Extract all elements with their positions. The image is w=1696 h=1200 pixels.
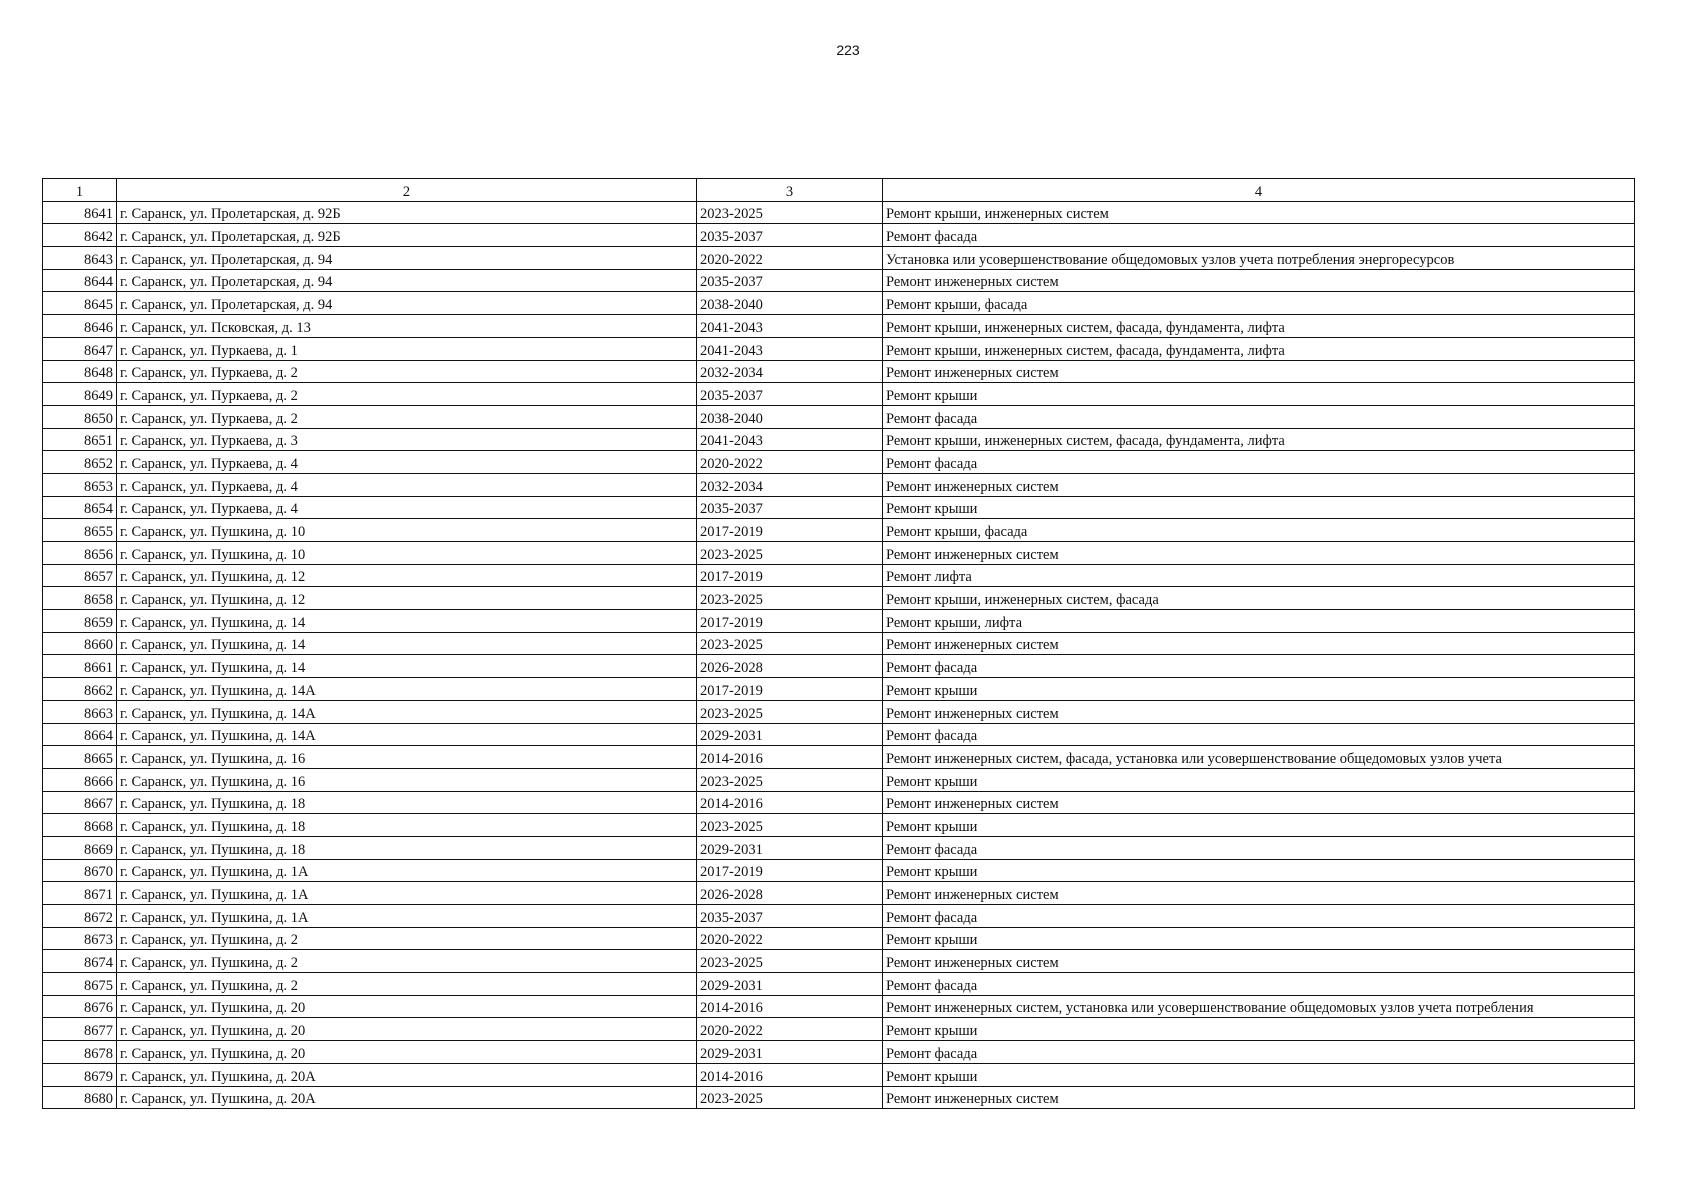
table-row bbox=[43, 428, 1635, 451]
row-number: 8649 bbox=[43, 383, 117, 406]
row-number: 8672 bbox=[43, 905, 117, 928]
row-number: 8643 bbox=[43, 247, 117, 270]
table-header bbox=[43, 179, 1635, 202]
row-number: 8666 bbox=[43, 768, 117, 791]
row-work: Ремонт крыши, инженерных систем, фасада, фундамента, лифта bbox=[883, 315, 1635, 338]
row-work: Ремонт фасада bbox=[883, 224, 1635, 247]
row-work: Ремонт крыши, фасада bbox=[883, 292, 1635, 315]
row-work: Ремонт инженерных систем bbox=[883, 950, 1635, 973]
row-period: 2038-2040 bbox=[697, 405, 883, 428]
table-row bbox=[43, 882, 1635, 905]
row-work: Ремонт фасада bbox=[883, 451, 1635, 474]
row-number: 8651 bbox=[43, 428, 117, 451]
row-work: Ремонт крыши bbox=[883, 383, 1635, 406]
row-address: г. Саранск, ул. Псковская, д. 13 bbox=[117, 315, 697, 338]
table-row bbox=[43, 655, 1635, 678]
row-work: Ремонт крыши bbox=[883, 1018, 1635, 1041]
row-work: Ремонт крыши bbox=[883, 859, 1635, 882]
row-address: г. Саранск, ул. Пушкина, д. 18 bbox=[117, 814, 697, 837]
row-period: 2017-2019 bbox=[697, 859, 883, 882]
row-work: Ремонт инженерных систем bbox=[883, 542, 1635, 565]
row-number: 8654 bbox=[43, 496, 117, 519]
row-number: 8669 bbox=[43, 836, 117, 859]
row-address: г. Саранск, ул. Пуркаева, д. 3 bbox=[117, 428, 697, 451]
row-number: 8664 bbox=[43, 723, 117, 746]
table-row bbox=[43, 723, 1635, 746]
row-number: 8647 bbox=[43, 337, 117, 360]
row-number: 8678 bbox=[43, 1041, 117, 1064]
table-body bbox=[43, 201, 1635, 1109]
row-address: г. Саранск, ул. Пролетарская, д. 92Б bbox=[117, 201, 697, 224]
header-col-3: 3 bbox=[697, 179, 883, 202]
row-number: 8646 bbox=[43, 315, 117, 338]
row-number: 8659 bbox=[43, 610, 117, 633]
row-work: Ремонт фасада bbox=[883, 655, 1635, 678]
row-period: 2014-2016 bbox=[697, 791, 883, 814]
row-work: Ремонт крыши, фасада bbox=[883, 519, 1635, 542]
row-address: г. Саранск, ул. Пушкина, д. 14 bbox=[117, 610, 697, 633]
row-period: 2023-2025 bbox=[697, 587, 883, 610]
row-work: Ремонт инженерных систем bbox=[883, 1086, 1635, 1109]
row-address: г. Саранск, ул. Пушкина, д. 1А bbox=[117, 905, 697, 928]
row-address: г. Саранск, ул. Пуркаева, д. 4 bbox=[117, 451, 697, 474]
table-row bbox=[43, 768, 1635, 791]
row-work: Ремонт фасада bbox=[883, 405, 1635, 428]
row-number: 8680 bbox=[43, 1086, 117, 1109]
row-work: Ремонт фасада bbox=[883, 836, 1635, 859]
row-work: Ремонт инженерных систем bbox=[883, 791, 1635, 814]
row-work: Ремонт крыши, инженерных систем, фасада, фундамента, лифта bbox=[883, 337, 1635, 360]
table-row bbox=[43, 950, 1635, 973]
row-period: 2023-2025 bbox=[697, 632, 883, 655]
table-row bbox=[43, 1086, 1635, 1109]
row-number: 8650 bbox=[43, 405, 117, 428]
row-number: 8677 bbox=[43, 1018, 117, 1041]
row-period: 2014-2016 bbox=[697, 1063, 883, 1086]
table-row bbox=[43, 700, 1635, 723]
table-row bbox=[43, 269, 1635, 292]
row-number: 8665 bbox=[43, 746, 117, 769]
row-period: 2020-2022 bbox=[697, 927, 883, 950]
table-row bbox=[43, 564, 1635, 587]
table-row bbox=[43, 496, 1635, 519]
row-address: г. Саранск, ул. Пушкина, д. 2 bbox=[117, 950, 697, 973]
row-period: 2023-2025 bbox=[697, 542, 883, 565]
row-work: Ремонт инженерных систем bbox=[883, 632, 1635, 655]
table-row bbox=[43, 1018, 1635, 1041]
header-row bbox=[43, 179, 1635, 202]
row-period: 2032-2034 bbox=[697, 473, 883, 496]
row-address: г. Саранск, ул. Пуркаева, д. 4 bbox=[117, 496, 697, 519]
row-period: 2017-2019 bbox=[697, 519, 883, 542]
row-number: 8648 bbox=[43, 360, 117, 383]
table-row bbox=[43, 1041, 1635, 1064]
row-period: 2023-2025 bbox=[697, 700, 883, 723]
row-address: г. Саранск, ул. Пуркаева, д. 2 bbox=[117, 405, 697, 428]
row-number: 8655 bbox=[43, 519, 117, 542]
row-address: г. Саранск, ул. Пушкина, д. 2 bbox=[117, 927, 697, 950]
table-row bbox=[43, 292, 1635, 315]
table-row bbox=[43, 315, 1635, 338]
row-address: г. Саранск, ул. Пролетарская, д. 92Б bbox=[117, 224, 697, 247]
row-number: 8658 bbox=[43, 587, 117, 610]
row-period: 2035-2037 bbox=[697, 905, 883, 928]
row-work: Ремонт крыши bbox=[883, 496, 1635, 519]
table-row bbox=[43, 519, 1635, 542]
row-number: 8661 bbox=[43, 655, 117, 678]
table-row bbox=[43, 814, 1635, 837]
row-work: Ремонт инженерных систем, фасада, установка или усовершенствование общедомовых узлов учета bbox=[883, 746, 1635, 769]
row-period: 2023-2025 bbox=[697, 768, 883, 791]
table-row bbox=[43, 473, 1635, 496]
row-work: Ремонт инженерных систем bbox=[883, 269, 1635, 292]
row-work: Ремонт фасада bbox=[883, 1041, 1635, 1064]
row-period: 2014-2016 bbox=[697, 995, 883, 1018]
row-work: Ремонт инженерных систем bbox=[883, 882, 1635, 905]
table-row bbox=[43, 610, 1635, 633]
row-period: 2026-2028 bbox=[697, 655, 883, 678]
row-work: Ремонт инженерных систем bbox=[883, 700, 1635, 723]
row-period: 2035-2037 bbox=[697, 224, 883, 247]
row-work: Ремонт крыши, инженерных систем, фасада, фундамента, лифта bbox=[883, 428, 1635, 451]
row-period: 2029-2031 bbox=[697, 973, 883, 996]
table-row bbox=[43, 383, 1635, 406]
row-period: 2035-2037 bbox=[697, 496, 883, 519]
table-row bbox=[43, 678, 1635, 701]
row-address: г. Саранск, ул. Пролетарская, д. 94 bbox=[117, 247, 697, 270]
table-row bbox=[43, 632, 1635, 655]
table-row bbox=[43, 542, 1635, 565]
row-work: Ремонт фасада bbox=[883, 973, 1635, 996]
table-row bbox=[43, 905, 1635, 928]
table-row bbox=[43, 1063, 1635, 1086]
repair-schedule-table bbox=[42, 178, 1635, 1109]
row-work: Ремонт инженерных систем bbox=[883, 360, 1635, 383]
row-period: 2029-2031 bbox=[697, 723, 883, 746]
row-period: 2020-2022 bbox=[697, 451, 883, 474]
row-number: 8644 bbox=[43, 269, 117, 292]
row-address: г. Саранск, ул. Пролетарская, д. 94 bbox=[117, 292, 697, 315]
table-row bbox=[43, 587, 1635, 610]
row-address: г. Саранск, ул. Пуркаева, д. 2 bbox=[117, 360, 697, 383]
row-period: 2041-2043 bbox=[697, 337, 883, 360]
row-work: Ремонт фасада bbox=[883, 723, 1635, 746]
row-period: 2041-2043 bbox=[697, 315, 883, 338]
table-row bbox=[43, 360, 1635, 383]
row-period: 2029-2031 bbox=[697, 836, 883, 859]
page-number: 223 bbox=[836, 42, 860, 58]
row-address: г. Саранск, ул. Пушкина, д. 20А bbox=[117, 1063, 697, 1086]
row-address: г. Саранск, ул. Пушкина, д. 14 bbox=[117, 655, 697, 678]
row-work: Ремонт лифта bbox=[883, 564, 1635, 587]
table-row bbox=[43, 791, 1635, 814]
row-period: 2020-2022 bbox=[697, 1018, 883, 1041]
row-period: 2035-2037 bbox=[697, 269, 883, 292]
row-work: Установка или усовершенствование общедомовых узлов учета потребления энергоресурсов bbox=[883, 247, 1635, 270]
row-number: 8645 bbox=[43, 292, 117, 315]
table-row bbox=[43, 405, 1635, 428]
row-address: г. Саранск, ул. Пушкина, д. 18 bbox=[117, 791, 697, 814]
table-row bbox=[43, 973, 1635, 996]
row-number: 8670 bbox=[43, 859, 117, 882]
row-address: г. Саранск, ул. Пушкина, д. 20 bbox=[117, 995, 697, 1018]
row-number: 8657 bbox=[43, 564, 117, 587]
row-address: г. Саранск, ул. Пушкина, д. 20 bbox=[117, 1041, 697, 1064]
row-period: 2023-2025 bbox=[697, 950, 883, 973]
row-address: г. Саранск, ул. Пушкина, д. 12 bbox=[117, 587, 697, 610]
row-address: г. Саранск, ул. Пушкина, д. 16 bbox=[117, 746, 697, 769]
row-work: Ремонт крыши, инженерных систем bbox=[883, 201, 1635, 224]
row-number: 8653 bbox=[43, 473, 117, 496]
row-address: г. Саранск, ул. Пушкина, д. 14А bbox=[117, 723, 697, 746]
row-period: 2026-2028 bbox=[697, 882, 883, 905]
row-address: г. Саранск, ул. Пуркаева, д. 2 bbox=[117, 383, 697, 406]
row-number: 8674 bbox=[43, 950, 117, 973]
row-address: г. Саранск, ул. Пролетарская, д. 94 bbox=[117, 269, 697, 292]
header-col-4: 4 bbox=[883, 179, 1635, 202]
row-number: 8668 bbox=[43, 814, 117, 837]
table-row bbox=[43, 224, 1635, 247]
row-work: Ремонт крыши, инженерных систем, фасада bbox=[883, 587, 1635, 610]
row-address: г. Саранск, ул. Пушкина, д. 20 bbox=[117, 1018, 697, 1041]
row-number: 8675 bbox=[43, 973, 117, 996]
row-period: 2032-2034 bbox=[697, 360, 883, 383]
row-work: Ремонт инженерных систем bbox=[883, 473, 1635, 496]
row-address: г. Саранск, ул. Пушкина, д. 10 bbox=[117, 542, 697, 565]
row-period: 2017-2019 bbox=[697, 564, 883, 587]
row-number: 8662 bbox=[43, 678, 117, 701]
row-work: Ремонт крыши, лифта bbox=[883, 610, 1635, 633]
row-address: г. Саранск, ул. Пушкина, д. 14 bbox=[117, 632, 697, 655]
row-work: Ремонт крыши bbox=[883, 678, 1635, 701]
row-address: г. Саранск, ул. Пушкина, д. 20А bbox=[117, 1086, 697, 1109]
header-col-1: 1 bbox=[43, 179, 117, 202]
row-period: 2038-2040 bbox=[697, 292, 883, 315]
row-period: 2041-2043 bbox=[697, 428, 883, 451]
row-number: 8679 bbox=[43, 1063, 117, 1086]
row-period: 2035-2037 bbox=[697, 383, 883, 406]
table-row bbox=[43, 451, 1635, 474]
row-address: г. Саранск, ул. Пушкина, д. 18 bbox=[117, 836, 697, 859]
row-work: Ремонт крыши bbox=[883, 814, 1635, 837]
row-number: 8663 bbox=[43, 700, 117, 723]
row-number: 8656 bbox=[43, 542, 117, 565]
table-row bbox=[43, 859, 1635, 882]
table-row bbox=[43, 746, 1635, 769]
row-address: г. Саранск, ул. Пушкина, д. 14А bbox=[117, 700, 697, 723]
row-number: 8660 bbox=[43, 632, 117, 655]
row-number: 8641 bbox=[43, 201, 117, 224]
row-number: 8676 bbox=[43, 995, 117, 1018]
table-row bbox=[43, 201, 1635, 224]
row-address: г. Саранск, ул. Пушкина, д. 10 bbox=[117, 519, 697, 542]
row-address: г. Саранск, ул. Пушкина, д. 14А bbox=[117, 678, 697, 701]
header-col-2: 2 bbox=[117, 179, 697, 202]
table-row bbox=[43, 337, 1635, 360]
row-address: г. Саранск, ул. Пушкина, д. 1А bbox=[117, 859, 697, 882]
row-period: 2029-2031 bbox=[697, 1041, 883, 1064]
table-row bbox=[43, 995, 1635, 1018]
row-work: Ремонт крыши bbox=[883, 768, 1635, 791]
row-address: г. Саранск, ул. Пушкина, д. 16 bbox=[117, 768, 697, 791]
row-address: г. Саранск, ул. Пуркаева, д. 4 bbox=[117, 473, 697, 496]
row-address: г. Саранск, ул. Пушкина, д. 1А bbox=[117, 882, 697, 905]
row-number: 8673 bbox=[43, 927, 117, 950]
row-number: 8652 bbox=[43, 451, 117, 474]
row-number: 8667 bbox=[43, 791, 117, 814]
row-period: 2023-2025 bbox=[697, 814, 883, 837]
row-work: Ремонт крыши bbox=[883, 927, 1635, 950]
row-number: 8671 bbox=[43, 882, 117, 905]
table-row bbox=[43, 247, 1635, 270]
row-address: г. Саранск, ул. Пушкина, д. 12 bbox=[117, 564, 697, 587]
row-number: 8642 bbox=[43, 224, 117, 247]
row-period: 2020-2022 bbox=[697, 247, 883, 270]
row-period: 2023-2025 bbox=[697, 1086, 883, 1109]
table-row bbox=[43, 836, 1635, 859]
row-period: 2014-2016 bbox=[697, 746, 883, 769]
row-work: Ремонт инженерных систем, установка или усовершенствование общедомовых узлов учета потребления bbox=[883, 995, 1635, 1018]
row-work: Ремонт фасада bbox=[883, 905, 1635, 928]
row-address: г. Саранск, ул. Пушкина, д. 2 bbox=[117, 973, 697, 996]
row-period: 2017-2019 bbox=[697, 678, 883, 701]
table-row bbox=[43, 927, 1635, 950]
row-work: Ремонт крыши bbox=[883, 1063, 1635, 1086]
row-address: г. Саранск, ул. Пуркаева, д. 1 bbox=[117, 337, 697, 360]
row-period: 2017-2019 bbox=[697, 610, 883, 633]
row-period: 2023-2025 bbox=[697, 201, 883, 224]
